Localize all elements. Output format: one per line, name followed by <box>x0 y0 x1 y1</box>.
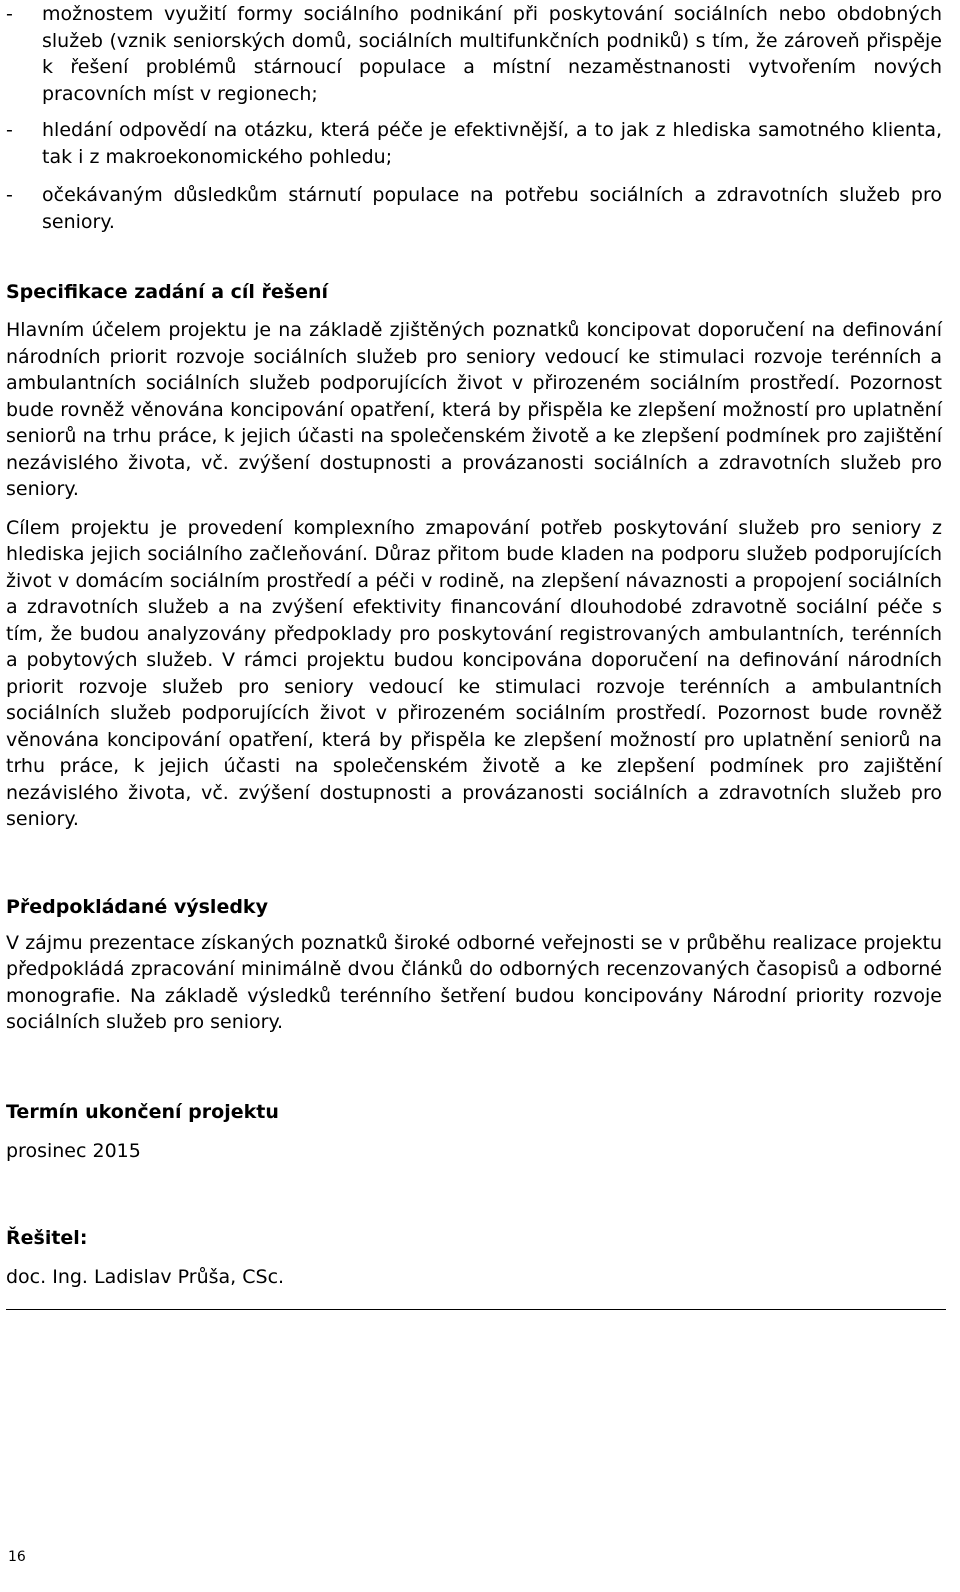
list-item <box>6 1 942 107</box>
bullet-text: hledání odpovědí na otázku, která péče je efektivnější, a to jak z hlediska samotného klienta, tak i z makroekonomického pohledu; <box>42 119 942 168</box>
bullet-list <box>6 1 942 235</box>
section-heading-predpokladane-vysledky: Předpokládané výsledky <box>6 895 268 918</box>
section-heading-termin: Termín ukončení projektu <box>6 1100 279 1123</box>
bullet-dash: - <box>6 3 13 25</box>
bullet-dash: - <box>6 184 13 206</box>
termin-value: prosinec 2015 <box>6 1139 141 1162</box>
list-item <box>6 117 942 170</box>
bullet-text: očekávaným důsledkům stárnutí populace na potřebu sociálních a zdravotních služeb pro seniory. <box>42 184 942 233</box>
paragraph-specifikace-1: Hlavním účelem projektu je na základě zjištěných poznatků koncipovat doporučení na definování národních priorit rozvoje sociálních služeb pro seniory vedoucí ke stimulaci rozvoje terénních a ambulantních sociálních služeb podporujících život v přirozeném sociálním prostředí. Pozornost bude rovněž věnována koncipování opatření, která by přispěla ke zlepšení možností pro uplatnění seniorů na trhu práce, k jejich účasti na společenském životě a ke zlepšení podmínek pro zajištění nezávislého života, vč. zvýšení dostupnosti a provázanosti sociálních a zdravotních služeb pro seniory. <box>6 319 942 500</box>
footer-divider <box>6 1309 946 1310</box>
bullet-dash: - <box>6 119 13 141</box>
list-item <box>6 182 942 235</box>
section-heading-resitel: Řešitel: <box>6 1227 88 1249</box>
page-number: 16 <box>8 1549 26 1565</box>
bullet-text: možnostem využití formy sociálního podnikání při poskytování sociálních nebo obdobných služeb (vznik seniorských domů, sociálních multifunkčních podniků) s tím, že zároveň přispěje k řešení problémů stárnoucí populace a místní nezaměstnanosti vytvořením nových pracovních míst v regionech; <box>42 3 942 105</box>
section-heading-specifikace: Specifikace zadání a cíl řešení <box>6 281 329 303</box>
paragraph-specifikace-2: Cílem projektu je provedení komplexního zmapování potřeb poskytování služeb pro seniory z hlediska jejich sociálního začleňování. Důraz přitom bude kladen na podporu služeb podporujících život v domácím sociálním prostředí a péči v rodině, na zlepšení návaznosti a propojení sociálních a zdravotních služeb a na zvýšení efektivity financování dlouhodobé zdravotně sociální péče s tím, že budou analyzovány předpoklady pro poskytování registrovaných ambulantních, terénních a pobytových služeb. V rámci projektu budou koncipována doporučení na definování národních priorit rozvoje služeb pro seniory vedoucí ke stimulaci rozvoje terénních a ambulantních sociálních služeb podporujících život v přirozeném sociálním prostředí. Pozornost bude rovněž věnována koncipování opatření, která by přispěla ke zlepšení možností pro uplatnění seniorů na trhu práce, k jejich účasti na společenském životě a ke zlepšení podmínek pro zajištění nezávislého života, vč. zvýšení dostupnosti a provázanosti sociálních a zdravotních služeb pro seniory. <box>6 516 942 830</box>
paragraph-predpokladane-vysledky: V zájmu prezentace získaných poznatků široké odborné veřejnosti se v průběhu realizace projektu předpokládá zpracování minimálně dvou článků do odborných recenzovaných časopisů a odborné monografie. Na základě výsledků terénního šetření budou koncipovány Národní priority rozvoje sociálních služeb pro seniory. <box>6 931 942 1033</box>
document-page <box>6 0 942 1319</box>
resitel-value: doc. Ing. Ladislav Průša, CSc. <box>6 1266 285 1288</box>
